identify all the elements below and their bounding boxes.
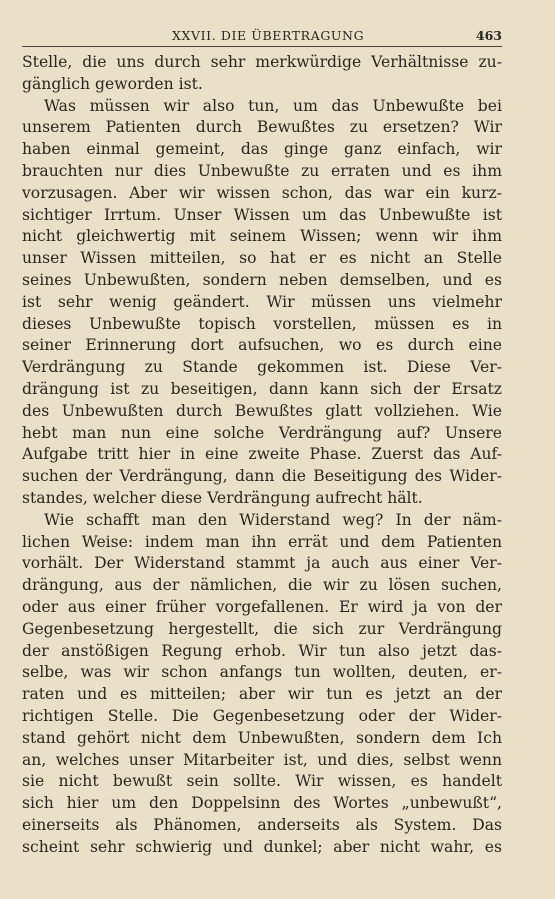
text-line: des Unbewußten durch Bewußtes glatt vollziehen. Wie: [22, 401, 502, 420]
text-line: vorzusagen. Aber wir wissen schon, das war ein kurz-: [22, 183, 502, 202]
text-line: nicht gleichwertig mit seinem Wissen; wenn wir ihm: [22, 227, 502, 246]
text-line: seines Unbewußten, sondern neben demselben, und es: [22, 270, 502, 289]
header-rule: [22, 46, 502, 47]
text-line: Stelle, die uns durch sehr merkwürdige Verhältnisse zu-: [22, 53, 502, 71]
body-text: [22, 52, 502, 858]
text-line: scheint sehr schwierig und dunkel; aber nicht wahr, es: [22, 837, 502, 856]
page-number: 463: [475, 28, 502, 43]
text-line: haben einmal gemeint, das ginge ganz einfach, wir: [22, 140, 502, 159]
text-line: Was müssen wir also tun, um das Unbewußte bei: [44, 96, 502, 115]
text-line: ist sehr wenig geändert. Wir müssen uns vielmehr: [22, 292, 502, 311]
text-line: sich hier um den Doppelsinn des Wortes „unbewußt“,: [22, 794, 502, 813]
page-header: [22, 26, 502, 48]
text-line: suchen der Verdrängung, dann die Beseitigung des Wider-: [22, 467, 502, 486]
text-line: an, welches unser Mitarbeiter ist, und dies, selbst wenn: [22, 750, 502, 769]
text-line: hebt man nun eine solche Verdrängung auf? Unsere: [22, 423, 502, 442]
text-line: seiner Erinnerung dort aufsuchen, wo es durch eine: [22, 336, 502, 355]
text-line: stand gehört nicht dem Unbewußten, sondern dem Ich: [22, 728, 502, 747]
text-line: brauchten nur dies Unbewußte zu erraten und es ihm: [22, 161, 502, 180]
text-line: sichtiger Irrtum. Unser Wissen um das Unbewußte ist: [22, 205, 502, 224]
text-line: unser Wissen mitteilen, so hat er es nicht an Stelle: [22, 249, 502, 268]
text-line: dieses Unbewußte topisch vorstellen, müssen es in: [22, 314, 502, 333]
text-line: lichen Weise: indem man ihn errät und dem Patienten: [22, 532, 502, 551]
text-line: drängung ist zu beseitigen, dann kann sich der Ersatz: [22, 379, 502, 398]
running-head: XXVII. DIE ÜBERTRAGUNG: [172, 28, 365, 43]
text-line: selbe, was wir schon anfangs tun wollten, deuten, er-: [22, 663, 502, 682]
text-line: sie nicht bewußt sein sollte. Wir wissen, es handelt: [22, 772, 502, 791]
text-line: unserem Patienten durch Bewußtes zu ersetzen? Wir: [22, 118, 502, 137]
text-line: oder aus einer früher vorgefallenen. Er wird ja von der: [22, 597, 502, 616]
text-line: richtigen Stelle. Die Gegenbesetzung oder der Wider-: [22, 706, 502, 725]
text-line: einerseits als Phänomen, anderseits als System. Das: [22, 815, 502, 834]
text-line: der anstößigen Regung erhob. Wir tun also jetzt das-: [22, 641, 502, 660]
text-line: Aufgabe tritt hier in eine zweite Phase. Zuerst das Auf-: [22, 445, 502, 464]
text-line: vorhält. Der Widerstand stammt ja auch aus einer Ver-: [22, 554, 502, 573]
text-line: drängung, aus der nämlichen, die wir zu lösen suchen,: [22, 576, 502, 595]
text-line: Verdrängung zu Stande gekommen ist. Diese Ver-: [22, 358, 502, 377]
text-line: gänglich geworden ist.: [22, 74, 203, 93]
text-line: standes, welcher diese Verdrängung aufrecht hält.: [22, 488, 423, 507]
text-line: Gegenbesetzung hergestellt, die sich zur Verdrängung: [22, 619, 502, 638]
text-line: Wie schafft man den Widerstand weg? In der näm-: [44, 510, 502, 529]
text-line: raten und es mitteilen; aber wir tun es jetzt an der: [22, 685, 502, 704]
